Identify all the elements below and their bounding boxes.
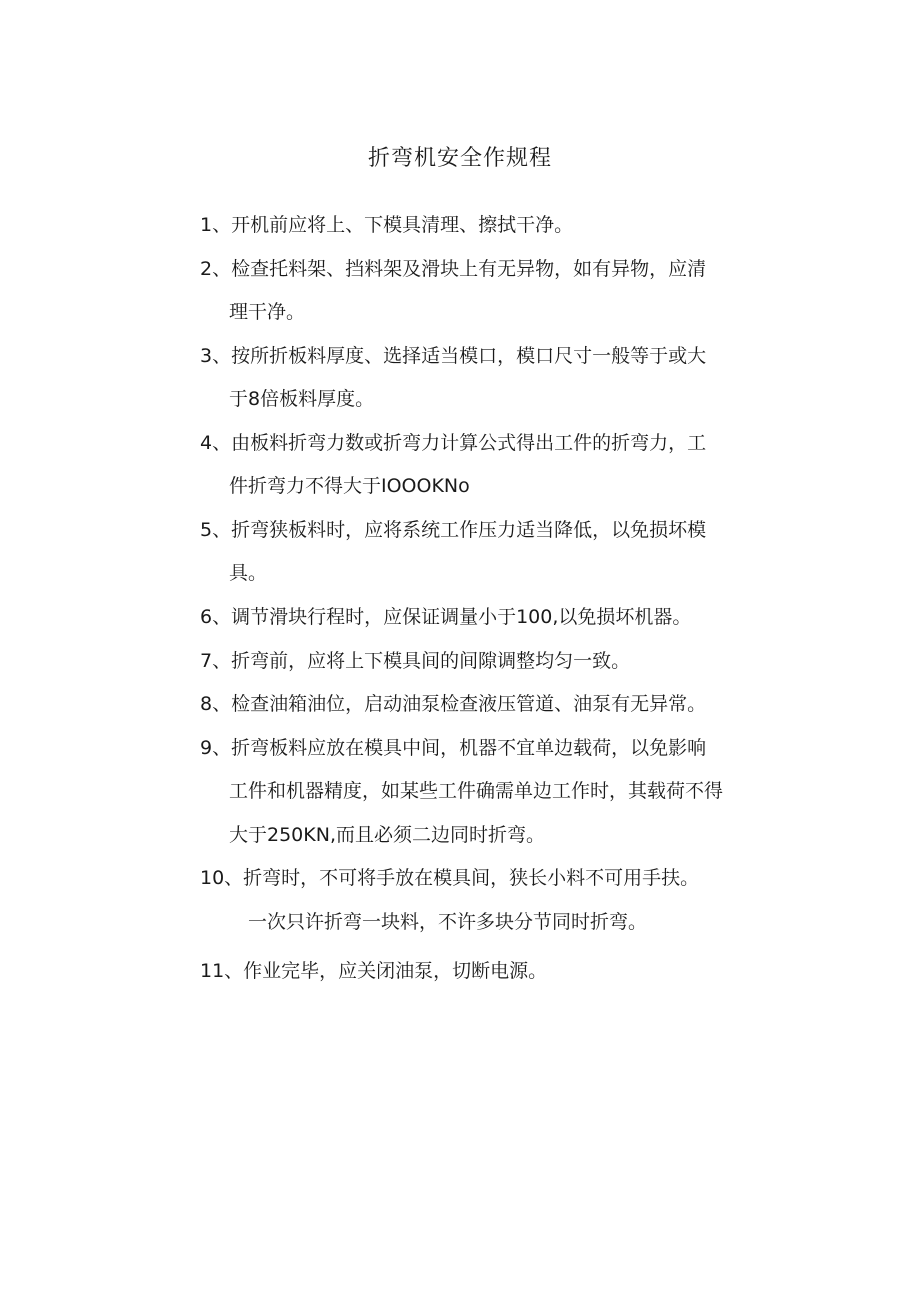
rule-line-5-cont: 具。 <box>229 562 268 584</box>
rule-line-10: 10、折弯时，不可将手放在模具间，狭长小料不可用手扶。 <box>200 867 700 889</box>
rule-line-5: 5、折弯狭板料时，应将系统工作压力适当降低，以免损坏模 <box>200 519 707 541</box>
rule-line-7: 7、折弯前，应将上下模具间的间隙调整均匀一致。 <box>200 650 631 672</box>
rule-line-11: 11、作业完毕，应关闭油泵，切断电源。 <box>200 960 548 982</box>
rule-line-8: 8、检查油箱油位，启动油泵检查液压管道、油泵有无异常。 <box>200 693 707 715</box>
rule-line-4-cont: 件折弯力不得大于IOOOKNo <box>229 475 470 497</box>
rule-line-9-cont-b: 大于250KN,而且必须二边同时折弯。 <box>229 824 545 846</box>
document-title: 折弯机安全作规程 <box>367 146 552 171</box>
rule-line-3-cont: 于8倍板料厚度。 <box>229 388 375 410</box>
rule-line-1: 1、开机前应将上、下模具清理、擦拭干净。 <box>200 214 574 236</box>
rule-line-4: 4、由板料折弯力数或折弯力计算公式得出工件的折弯力，工 <box>200 432 707 454</box>
rule-line-9: 9、折弯板料应放在模具中间，机器不宜单边载荷，以免影响 <box>200 737 707 759</box>
rule-line-2-cont: 理干净。 <box>229 301 306 323</box>
rule-line-3: 3、按所折板料厚度、选择适当模口，模口尺寸一般等于或大 <box>200 345 707 367</box>
rule-line-10-cont: 一次只许折弯一块料，不许多块分节同时折弯。 <box>248 911 648 933</box>
rule-line-9-cont-a: 工件和机器精度，如某些工件确需单边工作时，其载荷不得 <box>229 780 724 802</box>
rule-line-6: 6、调节滑块行程时，应保证调量小于100,以免损坏机器。 <box>200 606 692 628</box>
rule-line-2: 2、检查托料架、挡料架及滑块上有无异物，如有异物，应清 <box>200 258 707 280</box>
